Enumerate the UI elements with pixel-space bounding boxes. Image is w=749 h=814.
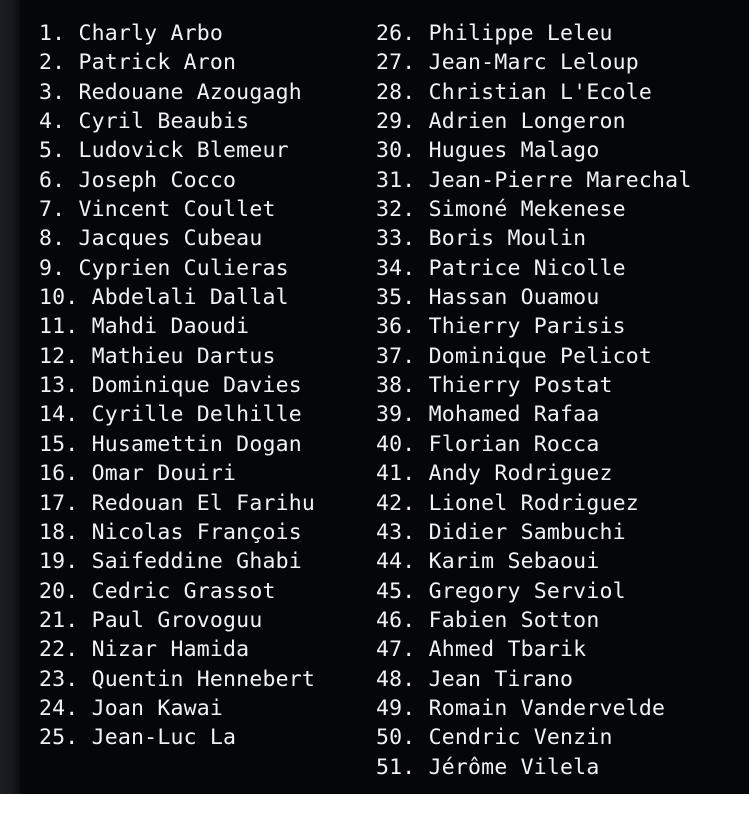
- list-item-number: 13.: [39, 373, 79, 399]
- list-item-number: 23.: [39, 666, 79, 692]
- list-item: [376, 459, 746, 488]
- list-item: [376, 371, 746, 400]
- list-item: [39, 430, 371, 459]
- list-item-number: 49.: [376, 695, 416, 721]
- list-item-name: Fabien Sotton: [428, 607, 600, 633]
- list-item-name: Hugues Malago: [428, 138, 600, 164]
- list-item: [39, 283, 371, 312]
- list-item-number: 3.: [39, 79, 66, 105]
- list-item-name: Paul Grovoguu: [91, 607, 263, 633]
- list-item-name: Andy Rodriguez: [428, 461, 613, 487]
- list-item: [376, 753, 746, 782]
- list-item-number: 32.: [376, 197, 416, 223]
- list-item-number: 15.: [39, 431, 79, 457]
- list-item-number: 14.: [39, 402, 79, 428]
- list-item-name: Jean-Pierre Marechal: [428, 167, 692, 193]
- list-item-name: Romain Vandervelde: [428, 695, 666, 721]
- list-item-name: Simoné Mekenese: [428, 197, 626, 223]
- list-item: [39, 723, 371, 752]
- list-item-number: 28.: [376, 79, 416, 105]
- list-item-number: 19.: [39, 549, 79, 575]
- list-item-number: 7.: [39, 197, 66, 223]
- list-item: [376, 283, 746, 312]
- list-item-name: Karim Sebaoui: [428, 549, 600, 575]
- list-item: [376, 489, 746, 518]
- list-item-number: 37.: [376, 343, 416, 369]
- list-item-number: 29.: [376, 109, 416, 135]
- list-item-number: 50.: [376, 725, 416, 751]
- list-item-number: 36.: [376, 314, 416, 340]
- list-item: [376, 547, 746, 576]
- list-item-number: 47.: [376, 637, 416, 663]
- list-item: [376, 635, 746, 664]
- list-item-number: 34.: [376, 255, 416, 281]
- list-item: [376, 430, 746, 459]
- list-item-number: 46.: [376, 607, 416, 633]
- list-item: [39, 136, 371, 165]
- list-item-number: 18.: [39, 519, 79, 545]
- list-item: [376, 606, 746, 635]
- list-item-number: 41.: [376, 461, 416, 487]
- list-item: [376, 665, 746, 694]
- list-item-name: Jean-Luc La: [91, 725, 237, 751]
- list-item-number: 6.: [39, 167, 66, 193]
- list-item: [376, 48, 746, 77]
- list-item-name: Jean Tirano: [428, 666, 574, 692]
- list-item: [376, 107, 746, 136]
- list-item-number: 10.: [39, 285, 79, 311]
- list-item: [39, 459, 371, 488]
- list-item-number: 5.: [39, 138, 66, 164]
- list-item-number: 31.: [376, 167, 416, 193]
- list-item-number: 39.: [376, 402, 416, 428]
- list-item-name: Quentin Hennebert: [91, 666, 316, 692]
- list-item-name: Joseph Cocco: [78, 167, 237, 193]
- list-item: [39, 254, 371, 283]
- list-item: [39, 577, 371, 606]
- list-item-name: Cedric Grassot: [91, 578, 276, 604]
- list-item-name: Joan Kawai: [91, 695, 224, 721]
- list-item: [376, 78, 746, 107]
- list-item-number: 33.: [376, 226, 416, 252]
- list-item-name: Thierry Postat: [428, 373, 613, 399]
- list-item-number: 17.: [39, 490, 79, 516]
- list-item-name: Florian Rocca: [428, 431, 600, 457]
- name-list-right-column: [376, 19, 746, 782]
- list-item-name: Cyril Beaubis: [78, 109, 250, 135]
- list-item: [376, 19, 746, 48]
- list-item-name: Hassan Ouamou: [428, 285, 600, 311]
- list-item: [39, 489, 371, 518]
- list-item: [39, 78, 371, 107]
- list-item-name: Philippe Leleu: [428, 21, 613, 46]
- list-item: [39, 400, 371, 429]
- list-item-number: 26.: [376, 21, 416, 46]
- list-item: [39, 166, 371, 195]
- list-item: [376, 518, 746, 547]
- list-item: [376, 224, 746, 253]
- list-item: [376, 312, 746, 341]
- list-item: [376, 694, 746, 723]
- name-list-left-column: [39, 19, 371, 753]
- list-item: [39, 635, 371, 664]
- list-item-name: Dominique Pelicot: [428, 343, 653, 369]
- list-item-number: 45.: [376, 578, 416, 604]
- list-item-number: 2.: [39, 50, 66, 76]
- list-item-name: Cendric Venzin: [428, 725, 613, 751]
- list-item-name: Redouane Azougagh: [78, 79, 302, 105]
- list-item: [39, 342, 371, 371]
- list-item-name: Mathieu Dartus: [91, 343, 276, 369]
- list-item: [39, 19, 371, 48]
- list-item: [39, 195, 371, 224]
- list-item-number: 43.: [376, 519, 416, 545]
- list-item-number: 42.: [376, 490, 416, 516]
- list-item-name: Gregory Serviol: [428, 578, 626, 604]
- list-item-number: 22.: [39, 637, 79, 663]
- list-item-name: Christian L'Ecole: [428, 79, 653, 105]
- list-item-name: Cyprien Culieras: [78, 255, 289, 281]
- list-item-number: 48.: [376, 666, 416, 692]
- list-item: [39, 224, 371, 253]
- list-item: [376, 342, 746, 371]
- list-item-number: 25.: [39, 725, 79, 751]
- list-item-number: 12.: [39, 343, 79, 369]
- list-item-name: Mohamed Rafaa: [428, 402, 600, 428]
- list-item: [39, 547, 371, 576]
- list-item-name: Redouan El Farihu: [91, 490, 316, 516]
- list-item-number: 20.: [39, 578, 79, 604]
- list-item-name: Mahdi Daoudi: [91, 314, 250, 340]
- list-item-name: Lionel Rodriguez: [428, 490, 639, 516]
- list-item-number: 16.: [39, 461, 79, 487]
- list-item-name: Saifeddine Ghabi: [91, 549, 302, 575]
- list-item-number: 21.: [39, 607, 79, 633]
- list-item: [376, 400, 746, 429]
- list-item-number: 51.: [376, 754, 416, 780]
- list-item: [376, 254, 746, 283]
- list-item: [39, 606, 371, 635]
- list-item-number: 24.: [39, 695, 79, 721]
- list-item-name: Husamettin Dogan: [91, 431, 302, 457]
- list-item-number: 4.: [39, 109, 66, 135]
- list-item-number: 38.: [376, 373, 416, 399]
- list-item-name: Omar Douiri: [91, 461, 237, 487]
- list-item-name: Patrick Aron: [78, 50, 237, 76]
- list-item-name: Cyrille Delhille: [91, 402, 302, 428]
- list-item-name: Ahmed Tbarik: [428, 637, 587, 663]
- list-item: [39, 312, 371, 341]
- list-item: [376, 136, 746, 165]
- list-item-number: 11.: [39, 314, 79, 340]
- list-item-name: Ludovick Blemeur: [78, 138, 289, 164]
- panel-left-edge: [0, 0, 20, 794]
- list-item-name: Patrice Nicolle: [428, 255, 626, 281]
- list-item-name: Jérôme Vilela: [428, 754, 600, 780]
- list-item-number: 1.: [39, 21, 66, 46]
- list-item: [376, 577, 746, 606]
- list-item: [39, 371, 371, 400]
- list-item-name: Adrien Longeron: [428, 109, 626, 135]
- list-item-name: Jacques Cubeau: [78, 226, 263, 252]
- list-item-name: Jean-Marc Leloup: [428, 50, 639, 76]
- list-item: [39, 518, 371, 547]
- list-item-name: Didier Sambuchi: [428, 519, 626, 545]
- list-item-number: 40.: [376, 431, 416, 457]
- list-item-number: 35.: [376, 285, 416, 311]
- list-item-name: Dominique Davies: [91, 373, 302, 399]
- list-item-name: Nizar Hamida: [91, 637, 250, 663]
- list-item: [39, 694, 371, 723]
- list-item-name: Thierry Parisis: [428, 314, 626, 340]
- list-item-number: 8.: [39, 226, 66, 252]
- list-item: [376, 723, 746, 752]
- list-item-name: Vincent Coullet: [78, 197, 276, 223]
- list-item: [39, 107, 371, 136]
- list-item-number: 44.: [376, 549, 416, 575]
- list-item-name: Abdelali Dallal: [91, 285, 289, 311]
- list-item-number: 9.: [39, 255, 66, 281]
- list-item: [376, 166, 746, 195]
- list-item-name: Boris Moulin: [428, 226, 587, 252]
- list-item: [376, 195, 746, 224]
- list-item-name: Charly Arbo: [78, 21, 224, 46]
- list-item-number: 30.: [376, 138, 416, 164]
- list-item: [39, 48, 371, 77]
- list-item-name: Nicolas François: [91, 519, 302, 545]
- list-item-number: 27.: [376, 50, 416, 76]
- list-item: [39, 665, 371, 694]
